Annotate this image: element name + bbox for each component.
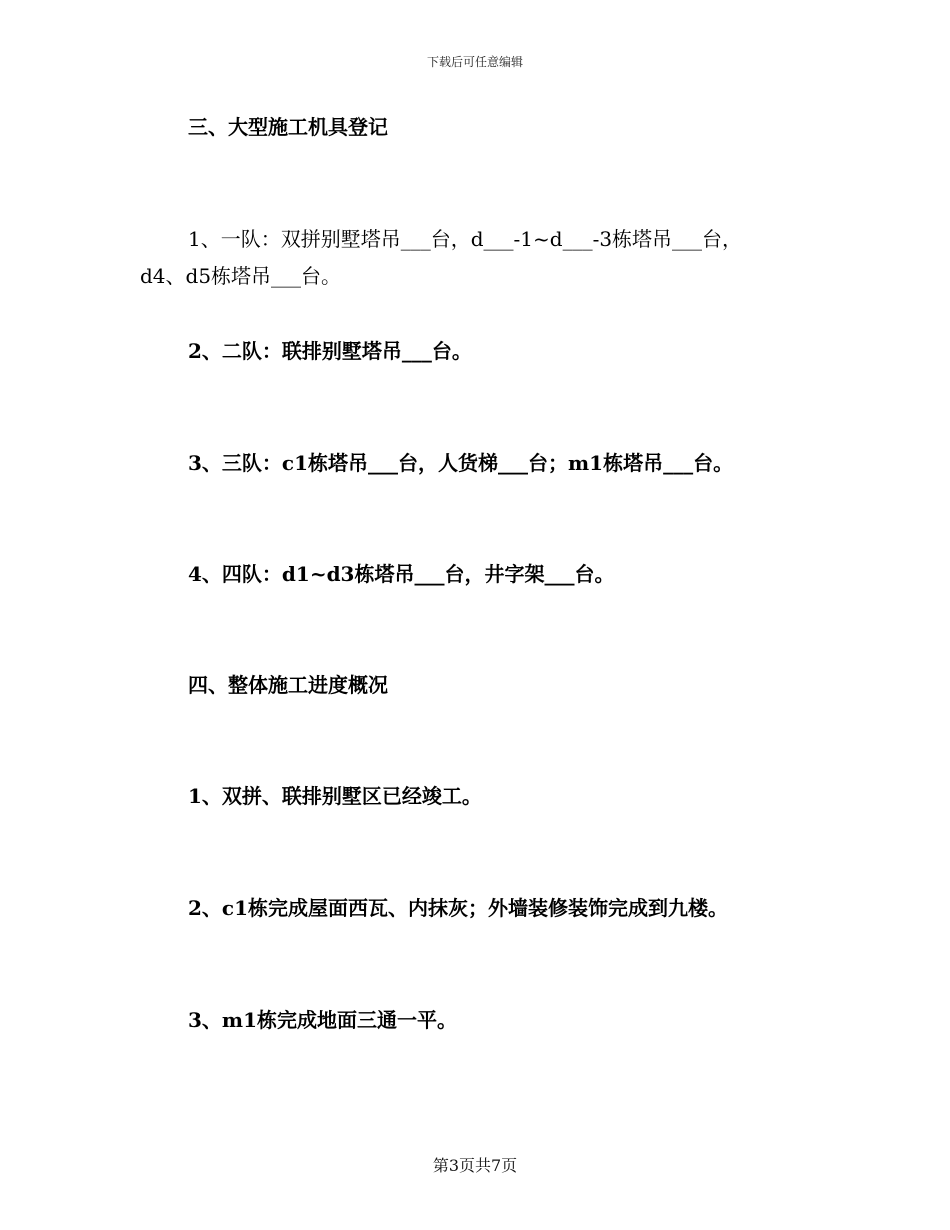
paragraph-team-4: 4、四队：d1~d3栋塔吊___台，井字架___台。	[188, 562, 615, 586]
paragraph-team-2: 2、二队：联排别墅塔吊___台。	[188, 339, 472, 363]
paragraph-progress-2: 2、c1栋完成屋面西瓦、内抹灰；外墙装修装饰完成到九楼。	[188, 896, 729, 920]
paragraph-progress-3: 3、m1栋完成地面三通一平。	[188, 1008, 457, 1032]
paragraph-team-1-line-2: d4、d5栋塔吊___台。	[140, 264, 342, 288]
paragraph-team-3: 3、三队：c1栋塔吊___台，人货梯___台；m1栋塔吊___台。	[188, 451, 734, 475]
page-number: 第3页共7页	[432, 1156, 518, 1175]
section-title-progress: 四、整体施工进度概况	[188, 673, 388, 697]
paragraph-team-1-line-1: 1、一队：双拼别墅塔吊___台，d___-1~d___-3栋塔吊___台，	[188, 227, 743, 251]
section-title-equipment: 三、大型施工机具登记	[188, 115, 388, 139]
page-header: 下载后可任意编辑	[426, 55, 523, 69]
paragraph-progress-1: 1、双拼、联排别墅区已经竣工。	[188, 784, 482, 808]
